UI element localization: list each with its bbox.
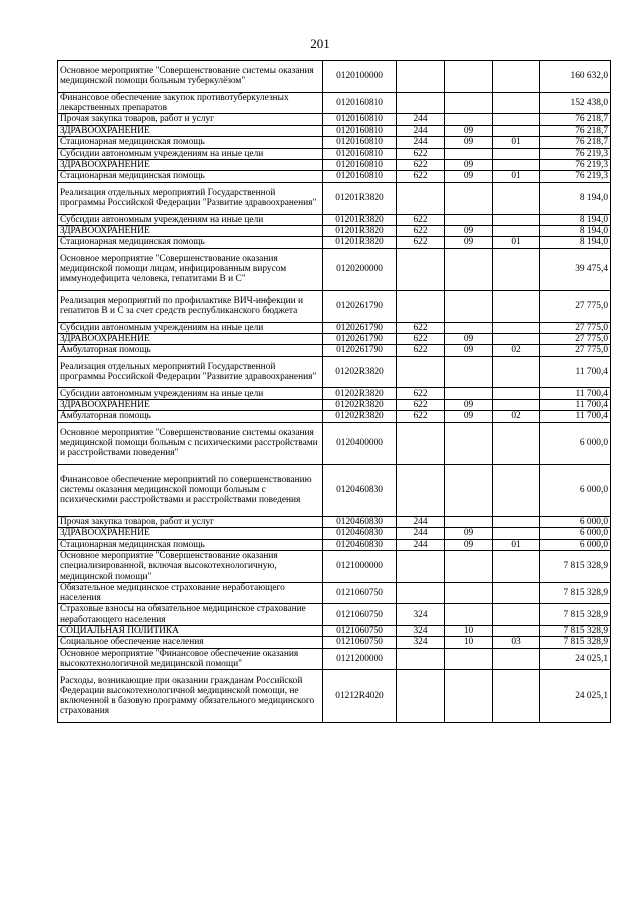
row-pr-cell [493,399,540,410]
row-name-cell: Субсидии автономным учреждениям на иные цели [58,214,323,225]
row-csr-cell: 0120160810 [323,171,397,182]
table-row [58,670,611,722]
row-pr-cell [493,333,540,344]
row-rz-cell [445,516,493,527]
row-sum-cell: 11 700,4 [540,411,611,422]
row-sum-cell: 27 775,0 [540,333,611,344]
row-csr-cell: 0121060750 [323,637,397,648]
row-sum-cell: 27 775,0 [540,290,611,322]
row-pr-cell [493,214,540,225]
row-rz-cell [445,182,493,214]
row-pr-cell: 01 [493,137,540,148]
table-row [58,539,611,550]
row-vr-cell: 244 [397,114,445,125]
table-row [58,333,611,344]
row-rz-cell [445,670,493,722]
row-rz-cell: 09 [445,171,493,182]
row-name-cell: ЗДРАВООХРАНЕНИЕ [58,125,323,136]
row-name-cell: Основное мероприятие "Совершенствование системы оказания медицинской помощи больным туберкулёзом" [58,61,323,93]
row-vr-cell [397,61,445,93]
row-csr-cell: 01201R3820 [323,182,397,214]
row-name-cell: Стационарная медицинская помощь [58,171,323,182]
table-row [58,290,611,322]
row-pr-cell [493,225,540,236]
row-pr-cell [493,356,540,388]
row-name-cell: Финансовое обеспечение мероприятий по совершенствованию системы оказания медицинской помощи больным с психическими расстройствами и расстройствами поведения [58,464,323,516]
row-sum-cell: 7 815 328,9 [540,551,611,583]
row-csr-cell: 0121060750 [323,625,397,636]
row-vr-cell: 244 [397,125,445,136]
row-name-cell: Стационарная медицинская помощь [58,539,323,550]
row-sum-cell: 39 475,4 [540,248,611,290]
row-pr-cell [493,290,540,322]
row-rz-cell: 10 [445,637,493,648]
row-sum-cell: 152 438,0 [540,92,611,114]
row-sum-cell: 6 000,0 [540,516,611,527]
row-rz-cell: 09 [445,125,493,136]
row-name-cell: Амбулаторная помощь [58,345,323,356]
row-csr-cell: 0121060750 [323,582,397,604]
row-pr-cell [493,670,540,722]
row-pr-cell: 01 [493,539,540,550]
table-row [58,528,611,539]
row-pr-cell [493,464,540,516]
row-sum-cell: 24 025,1 [540,670,611,722]
row-csr-cell: 0120200000 [323,248,397,290]
row-sum-cell: 11 700,4 [540,399,611,410]
table-row [58,516,611,527]
row-vr-cell: 244 [397,528,445,539]
row-sum-cell: 27 775,0 [540,322,611,333]
row-sum-cell: 7 815 328,9 [540,625,611,636]
row-pr-cell [493,125,540,136]
table-row [58,237,611,248]
row-name-cell: Реализация отдельных мероприятий Государственной программы Российской Федерации "Развитие здравоохранения" [58,182,323,214]
row-pr-cell [493,114,540,125]
row-sum-cell: 7 815 328,9 [540,637,611,648]
row-name-cell: Социальное обеспечение населения [58,637,323,648]
row-vr-cell: 244 [397,516,445,527]
row-rz-cell [445,148,493,159]
row-csr-cell: 0120160810 [323,114,397,125]
row-name-cell: Финансовое обеспечение закупок противотуберкулезных лекарственных препаратов [58,92,323,114]
row-rz-cell [445,61,493,93]
row-sum-cell: 8 194,0 [540,225,611,236]
row-sum-cell: 76 219,3 [540,171,611,182]
row-sum-cell: 8 194,0 [540,214,611,225]
row-name-cell: Реализация отдельных мероприятий Государственной программы Российской Федерации "Развитие здравоохранения" [58,356,323,388]
row-rz-cell: 09 [445,345,493,356]
row-name-cell: Основное мероприятие "Финансовое обеспечение оказания высокотехнологичной медицинской помощи" [58,648,323,670]
row-vr-cell [397,290,445,322]
row-name-cell: ЗДРАВООХРАНЕНИЕ [58,399,323,410]
row-vr-cell: 324 [397,604,445,626]
row-vr-cell [397,464,445,516]
row-sum-cell: 6 000,0 [540,528,611,539]
row-csr-cell: 0120460830 [323,516,397,527]
row-rz-cell [445,648,493,670]
row-pr-cell: 02 [493,345,540,356]
row-rz-cell [445,214,493,225]
row-name-cell: Расходы, возникающие при оказании гражданам Российской Федерации высокотехнологичной медицинской помощи, не включенной в базовую программу обязательного медицинского страхования [58,670,323,722]
row-sum-cell: 8 194,0 [540,237,611,248]
row-csr-cell: 0120160810 [323,125,397,136]
row-sum-cell: 160 632,0 [540,61,611,93]
row-csr-cell: 0120261790 [323,322,397,333]
row-pr-cell [493,648,540,670]
row-rz-cell [445,92,493,114]
row-csr-cell: 01201R3820 [323,237,397,248]
row-rz-cell [445,464,493,516]
table-row [58,322,611,333]
page-number: 201 [310,36,330,51]
row-rz-cell: 09 [445,411,493,422]
row-vr-cell: 324 [397,637,445,648]
row-name-cell: Основное мероприятие "Совершенствование оказания медицинской помощи лицам, инфицированным вирусом иммунодефицита человека, гепатитами В и С" [58,248,323,290]
row-csr-cell: 0120460830 [323,464,397,516]
row-sum-cell: 24 025,1 [540,648,611,670]
table-row [58,137,611,148]
row-pr-cell: 02 [493,411,540,422]
row-vr-cell [397,670,445,722]
table-row [58,345,611,356]
row-rz-cell: 09 [445,399,493,410]
row-vr-cell [397,648,445,670]
row-csr-cell: 0121060750 [323,604,397,626]
row-vr-cell: 622 [397,225,445,236]
row-name-cell: Стационарная медицинская помощь [58,237,323,248]
row-pr-cell [493,528,540,539]
table-row [58,214,611,225]
row-pr-cell: 01 [493,237,540,248]
row-sum-cell: 6 000,0 [540,539,611,550]
row-rz-cell [445,582,493,604]
row-vr-cell: 622 [397,322,445,333]
table-row [58,182,611,214]
table-row [58,356,611,388]
row-vr-cell: 622 [397,411,445,422]
row-rz-cell [445,604,493,626]
row-rz-cell [445,114,493,125]
row-vr-cell: 622 [397,388,445,399]
row-vr-cell: 622 [397,214,445,225]
row-pr-cell [493,159,540,170]
row-name-cell: ЗДРАВООХРАНЕНИЕ [58,528,323,539]
row-rz-cell: 09 [445,225,493,236]
row-sum-cell: 8 194,0 [540,182,611,214]
row-csr-cell: 01202R3820 [323,356,397,388]
row-sum-cell: 27 775,0 [540,345,611,356]
table-row [58,625,611,636]
row-csr-cell: 0121200000 [323,648,397,670]
row-vr-cell [397,551,445,583]
table-row [58,159,611,170]
row-pr-cell [493,604,540,626]
row-csr-cell: 0120261790 [323,345,397,356]
row-vr-cell: 622 [397,171,445,182]
row-csr-cell: 01201R3820 [323,225,397,236]
table-row [58,61,611,93]
row-rz-cell [445,551,493,583]
row-csr-cell: 01201R3820 [323,214,397,225]
row-vr-cell [397,356,445,388]
row-name-cell: СОЦИАЛЬНАЯ ПОЛИТИКА [58,625,323,636]
row-pr-cell [493,248,540,290]
row-sum-cell: 76 218,7 [540,125,611,136]
row-sum-cell: 7 815 328,9 [540,582,611,604]
row-rz-cell: 10 [445,625,493,636]
row-vr-cell [397,422,445,464]
row-sum-cell: 11 700,4 [540,388,611,399]
table-row [58,148,611,159]
row-vr-cell [397,92,445,114]
table-row [58,582,611,604]
row-csr-cell: 0121000000 [323,551,397,583]
row-name-cell: Амбулаторная помощь [58,411,323,422]
table-row [58,604,611,626]
row-csr-cell: 0120400000 [323,422,397,464]
row-vr-cell [397,582,445,604]
row-csr-cell: 01212R4020 [323,670,397,722]
row-name-cell: Субсидии автономным учреждениям на иные цели [58,148,323,159]
budget-table-body [58,61,611,723]
table-row [58,171,611,182]
row-rz-cell: 09 [445,137,493,148]
row-vr-cell [397,182,445,214]
table-row [58,464,611,516]
row-sum-cell: 76 218,7 [540,137,611,148]
row-pr-cell [493,516,540,527]
row-pr-cell [493,388,540,399]
row-name-cell: Страховые взносы на обязательное медицинское страхование неработающего населения [58,604,323,626]
table-row [58,92,611,114]
row-rz-cell: 09 [445,159,493,170]
row-sum-cell: 6 000,0 [540,464,611,516]
budget-table [57,60,611,723]
row-sum-cell: 11 700,4 [540,356,611,388]
table-row [58,551,611,583]
row-name-cell: Прочая закупка товаров, работ и услуг [58,516,323,527]
row-pr-cell: 01 [493,171,540,182]
row-name-cell: Реализация мероприятий по профилактике ВИЧ-инфекции и гепатитов В и С за счет средств республиканского бюджета [58,290,323,322]
row-rz-cell: 09 [445,539,493,550]
row-rz-cell: 09 [445,528,493,539]
table-row [58,248,611,290]
row-name-cell: Субсидии автономным учреждениям на иные цели [58,322,323,333]
row-csr-cell: 0120160810 [323,159,397,170]
table-row [58,637,611,648]
row-sum-cell: 7 815 328,9 [540,604,611,626]
row-rz-cell [445,422,493,464]
row-name-cell: ЗДРАВООХРАНЕНИЕ [58,225,323,236]
row-csr-cell: 0120261790 [323,290,397,322]
row-rz-cell [445,322,493,333]
row-sum-cell: 76 219,3 [540,159,611,170]
row-vr-cell: 622 [397,237,445,248]
row-csr-cell: 0120160810 [323,148,397,159]
row-vr-cell: 244 [397,539,445,550]
row-vr-cell [397,248,445,290]
row-rz-cell: 09 [445,237,493,248]
row-vr-cell: 622 [397,148,445,159]
row-rz-cell: 09 [445,333,493,344]
table-row [58,388,611,399]
table-row [58,114,611,125]
row-pr-cell [493,582,540,604]
row-vr-cell: 244 [397,137,445,148]
row-name-cell: ЗДРАВООХРАНЕНИЕ [58,333,323,344]
table-row [58,125,611,136]
row-pr-cell [493,92,540,114]
row-sum-cell: 76 219,3 [540,148,611,159]
row-csr-cell: 0120160810 [323,137,397,148]
row-csr-cell: 01202R3820 [323,399,397,410]
row-sum-cell: 6 000,0 [540,422,611,464]
table-row [58,422,611,464]
row-csr-cell: 0120460830 [323,528,397,539]
row-pr-cell [493,61,540,93]
row-vr-cell: 622 [397,333,445,344]
row-rz-cell [445,388,493,399]
row-pr-cell [493,422,540,464]
row-pr-cell [493,322,540,333]
row-vr-cell: 622 [397,345,445,356]
row-csr-cell: 01202R3820 [323,388,397,399]
row-rz-cell [445,248,493,290]
row-name-cell: ЗДРАВООХРАНЕНИЕ [58,159,323,170]
row-csr-cell: 0120460830 [323,539,397,550]
row-name-cell: Основное мероприятие "Совершенствование системы оказания медицинской помощи больным с психическими расстройствами и расстройствами поведения" [58,422,323,464]
row-name-cell: Основное мероприятие "Совершенствование оказания специализированной, включая высокотехнологичную, медицинской помощи" [58,551,323,583]
row-name-cell: Стационарная медицинская помощь [58,137,323,148]
row-vr-cell: 622 [397,159,445,170]
row-name-cell: Обязательное медицинское страхование неработающего населения [58,582,323,604]
table-row [58,399,611,410]
row-name-cell: Прочая закупка товаров, работ и услуг [58,114,323,125]
row-pr-cell [493,551,540,583]
row-rz-cell [445,356,493,388]
row-csr-cell: 0120261790 [323,333,397,344]
row-csr-cell: 0120100000 [323,61,397,93]
row-pr-cell [493,148,540,159]
row-csr-cell: 0120160810 [323,92,397,114]
table-row [58,648,611,670]
table-row [58,225,611,236]
row-csr-cell: 01202R3820 [323,411,397,422]
row-vr-cell: 324 [397,625,445,636]
row-pr-cell: 03 [493,637,540,648]
row-pr-cell [493,182,540,214]
row-name-cell: Субсидии автономным учреждениям на иные цели [58,388,323,399]
table-row [58,411,611,422]
row-vr-cell: 622 [397,399,445,410]
row-rz-cell [445,290,493,322]
row-sum-cell: 76 218,7 [540,114,611,125]
row-pr-cell [493,625,540,636]
